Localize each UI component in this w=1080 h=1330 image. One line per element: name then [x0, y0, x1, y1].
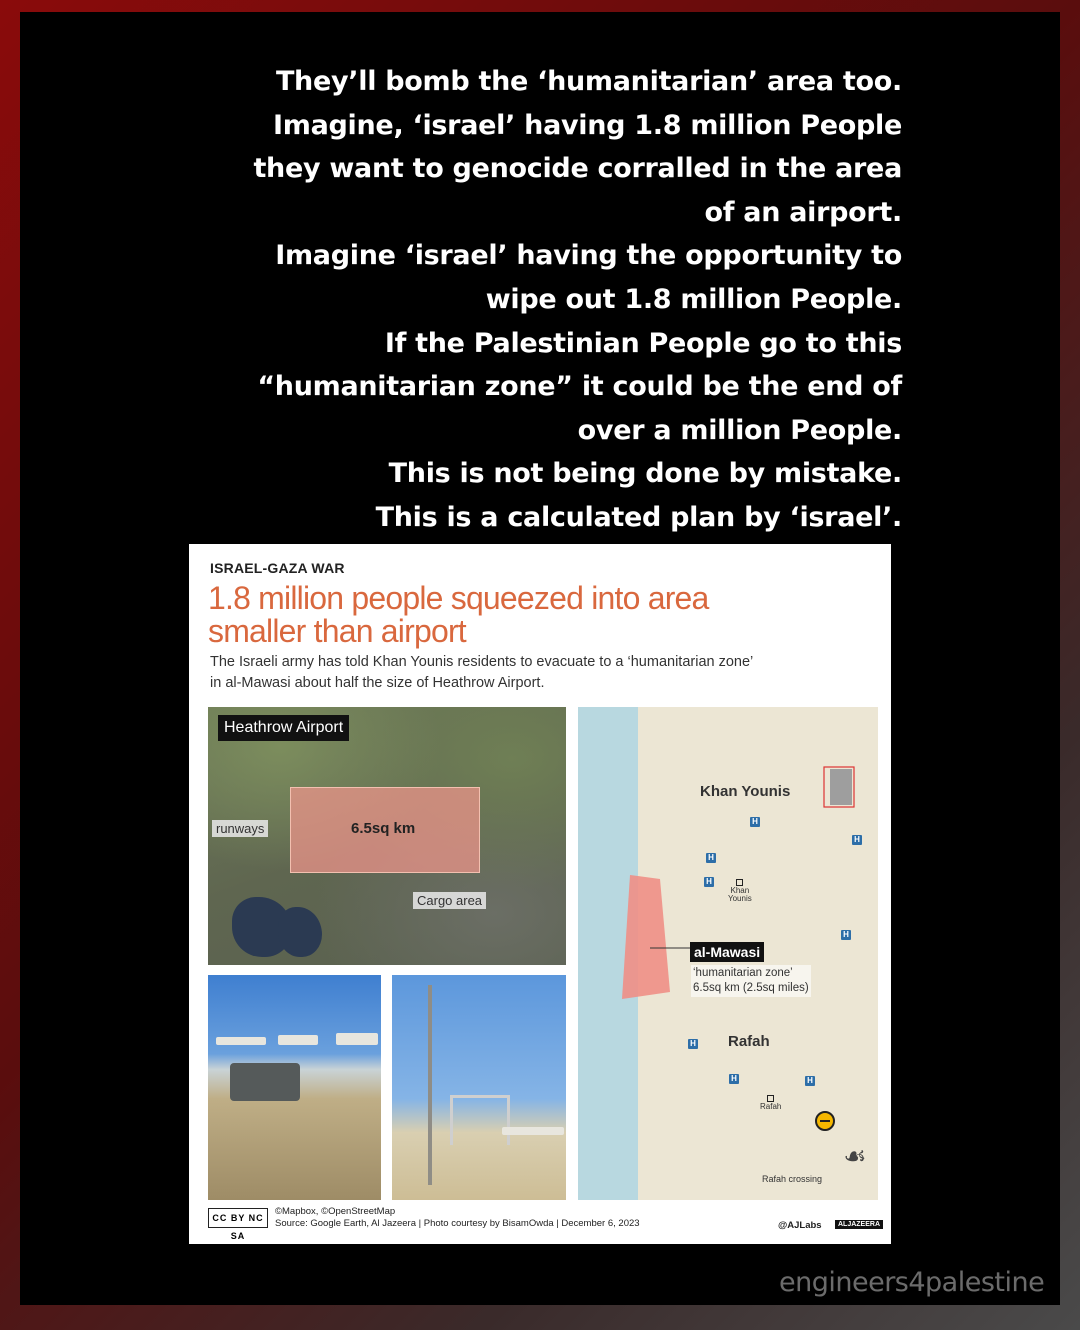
caption-line: This is not being done by mistake. [388, 458, 902, 490]
hospital-icon: H [841, 930, 851, 940]
headline [208, 582, 868, 648]
credits [275, 1206, 640, 1230]
rafah-crossing-label: Rafah crossing [762, 1174, 823, 1184]
hospital-icon: H [688, 1039, 698, 1049]
al-mawasi-label: al-Mawasi [690, 942, 764, 962]
younis-label: Younis [728, 894, 752, 903]
caption-line: wipe out 1.8 million People. [485, 283, 902, 315]
gaza-map [578, 707, 878, 1200]
creative-commons-icon: CC BY NC SA [208, 1208, 268, 1228]
tent [336, 1033, 378, 1045]
aljazeera-badge: ALJAZEERA [835, 1220, 883, 1229]
heathrow-satellite-map [208, 707, 566, 965]
caption-line: This is a calculated plan by ‘israel’. [375, 501, 902, 533]
border-crossing-icon [815, 1111, 835, 1131]
heathrow-title: Heathrow Airport [218, 715, 349, 741]
zone-area-label: 6.5sq km [351, 820, 416, 837]
hospital-icon: H [729, 1074, 739, 1084]
hospital-icon: H [805, 1076, 815, 1086]
infographic-card [189, 544, 891, 1244]
standfirst-line: The Israeli army has told Khan Younis residents to evacuate to a ‘humanitarian zone’ [210, 654, 754, 670]
ajlabs-handle: @AJLabs [778, 1220, 822, 1231]
photo-tents [208, 975, 381, 1200]
hospital-icon: H [704, 877, 714, 887]
rafah-city-marker [760, 1095, 781, 1111]
lamp-post [428, 985, 432, 1185]
headline-line: smaller than airport [208, 613, 466, 649]
watermark: engineers4palestine [779, 1267, 1045, 1298]
caption-line: over a million People. [577, 414, 902, 446]
credit-line: Source: Google Earth, Al Jazeera | Photo courtesy by BisamOwda | December 6, 2023 [275, 1218, 640, 1229]
cargo-area-label: Cargo area [413, 892, 486, 909]
tent [502, 1127, 564, 1135]
shelter-frame [450, 1095, 510, 1145]
caption-line: Imagine, ‘israel’ having 1.8 million People [273, 109, 902, 141]
runways-label: runways [212, 820, 268, 837]
rafah-small-label: Rafah [760, 1102, 782, 1111]
reservoir [278, 907, 322, 957]
khan-younis-city-marker [728, 879, 752, 903]
hospital-icon: H [706, 853, 716, 863]
caption-line: They’ll bomb the ‘humanitarian’ area too. [275, 66, 902, 97]
standfirst [210, 652, 880, 694]
al-jazeera-logo-icon: ☙ [843, 1141, 867, 1171]
zone-desc-line: 6.5sq km (2.5sq miles) [693, 982, 809, 994]
tent [216, 1037, 266, 1045]
caption-line: of an airport. [704, 196, 902, 228]
comparison-zone-overlay [290, 787, 480, 873]
photo-shelter-frame [392, 975, 566, 1200]
caption-line: “humanitarian zone” it could be the end of [257, 371, 902, 403]
rafah-label: Rafah [728, 1033, 770, 1050]
standfirst-line: in al-Mawasi about half the size of Heathrow Airport. [210, 675, 545, 691]
kicker: ISRAEL-GAZA WAR [210, 560, 345, 576]
headline-line: 1.8 million people squeezed into area [208, 580, 709, 616]
caption-line: Imagine ‘israel’ having the opportunity to [275, 240, 902, 272]
post-caption [170, 60, 902, 540]
zone-desc-line: ‘humanitarian zone’ [693, 967, 793, 979]
hospital-icon: H [852, 835, 862, 845]
credit-line: ©Mapbox, ©OpenStreetMap [275, 1206, 396, 1217]
caption-line: they want to genocide corralled in the area [253, 153, 902, 185]
khan-younis-label: Khan Younis [700, 783, 791, 800]
caption-line: If the Palestinian People go to this [384, 327, 902, 359]
zone-description [691, 965, 811, 997]
shelter [230, 1063, 300, 1101]
tent [278, 1035, 318, 1045]
khan-label: Khan [730, 886, 750, 895]
hospital-icon: H [750, 817, 760, 827]
